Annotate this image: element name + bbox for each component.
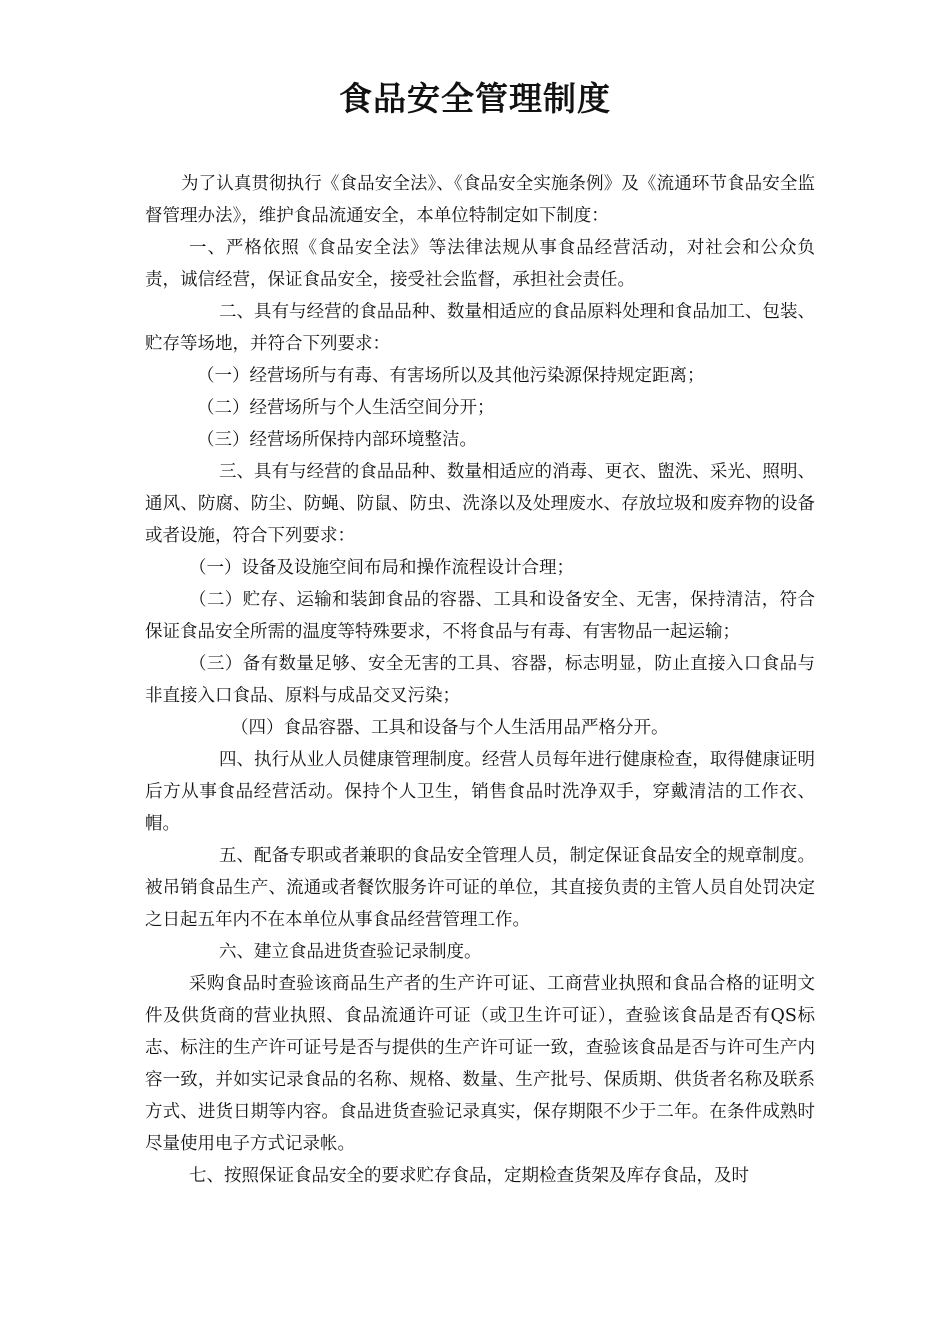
paragraph-article-2-item-1: （一）经营场所与有毒、有害场所以及其他污染源保持规定距离；	[197, 366, 705, 386]
paragraph-article-1: 一、严格依照《食品安全法》等法律法规从事食品经营活动，对社会和公众负责，诚信经营，保证食品安全，接受社会监督，承担社会责任。	[145, 238, 815, 290]
paragraph-article-3: 三、具有与经营的食品品种、数量相适应的消毒、更衣、盥洗、采光、照明、通风、防腐、防尘、防蝇、防鼠、防虫、洗涤以及处理废水、存放垃圾和废弃物的设备或者设施，符合下列要求：	[145, 462, 815, 546]
paragraph-article-6-detail: 采购食品时查验该商品生产者的生产许可证、工商营业执照和食品合格的证明文件及供货商的营业执照、食品流通许可证（或卫生许可证），查验该食品是否有QS标志、标注的生产许可证号是否与提供的生产许可证一致，查验该食品是否与许可生产内容一致，并如实记录食品的名称、规格、数量、生产批号、保质期、供货者名称及联系方式、进货日期等内容。食品进货查验记录真实，保存期限不少于二年。在条件成熟时尽量使用电子方式记录帐。	[145, 974, 815, 1154]
paragraph-article-3-item-3: （三）备有数量足够、安全无害的工具、容器，标志明显，防止直接入口食品与非直接入口食品、原料与成品交叉污染；	[145, 654, 815, 706]
document-title: 食品安全管理制度	[339, 79, 611, 118]
paragraph-article-3-item-4: （四）食品容器、工具和设备与个人生活用品严格分开。	[231, 718, 669, 738]
paragraph-article-3-item-1: （一）设备及设施空间布局和操作流程设计合理；	[189, 558, 574, 578]
paragraph-article-6: 六、建立食品进货查验记录制度。	[219, 942, 482, 962]
paragraph-article-5: 五、配备专职或者兼职的食品安全管理人员，制定保证食品安全的规章制度。被吊销食品生产、流通或者餐饮服务许可证的单位，其直接负责的主管人员自处罚决定之日起五年内不在本单位从事食品经营管理工作。	[145, 846, 815, 930]
paragraph-article-2-item-2: （二）经营场所与个人生活空间分开；	[197, 398, 495, 418]
paragraph-intro: 为了认真贯彻执行《食品安全法》、《食品安全实施条例》及《流通环节食品安全监督管理办法》，维护食品流通安全，本单位特制定如下制度：	[145, 174, 815, 226]
paragraph-article-2: 二、具有与经营的食品品种、数量相适应的食品原料处理和食品加工、包装、贮存等场地，并符合下列要求：	[145, 302, 815, 354]
document-body	[145, 168, 815, 1192]
paragraph-article-3-item-2: （二）贮存、运输和装卸食品的容器、工具和设备安全、无害，保持清洁，符合保证食品安全所需的温度等特殊要求，不将食品与有毒、有害物品一起运输；	[145, 590, 815, 642]
paragraph-article-4: 四、执行从业人员健康管理制度。经营人员每年进行健康检查，取得健康证明后方从事食品经营活动。保持个人卫生，销售食品时洗净双手，穿戴清洁的工作衣、帽。	[145, 750, 815, 834]
paragraph-article-2-item-3: （三）经营场所保持内部环境整洁。	[197, 430, 477, 450]
paragraph-article-7: 七、按照保证食品安全的要求贮存食品，定期检查货架及库存食品，及时	[189, 1166, 749, 1186]
